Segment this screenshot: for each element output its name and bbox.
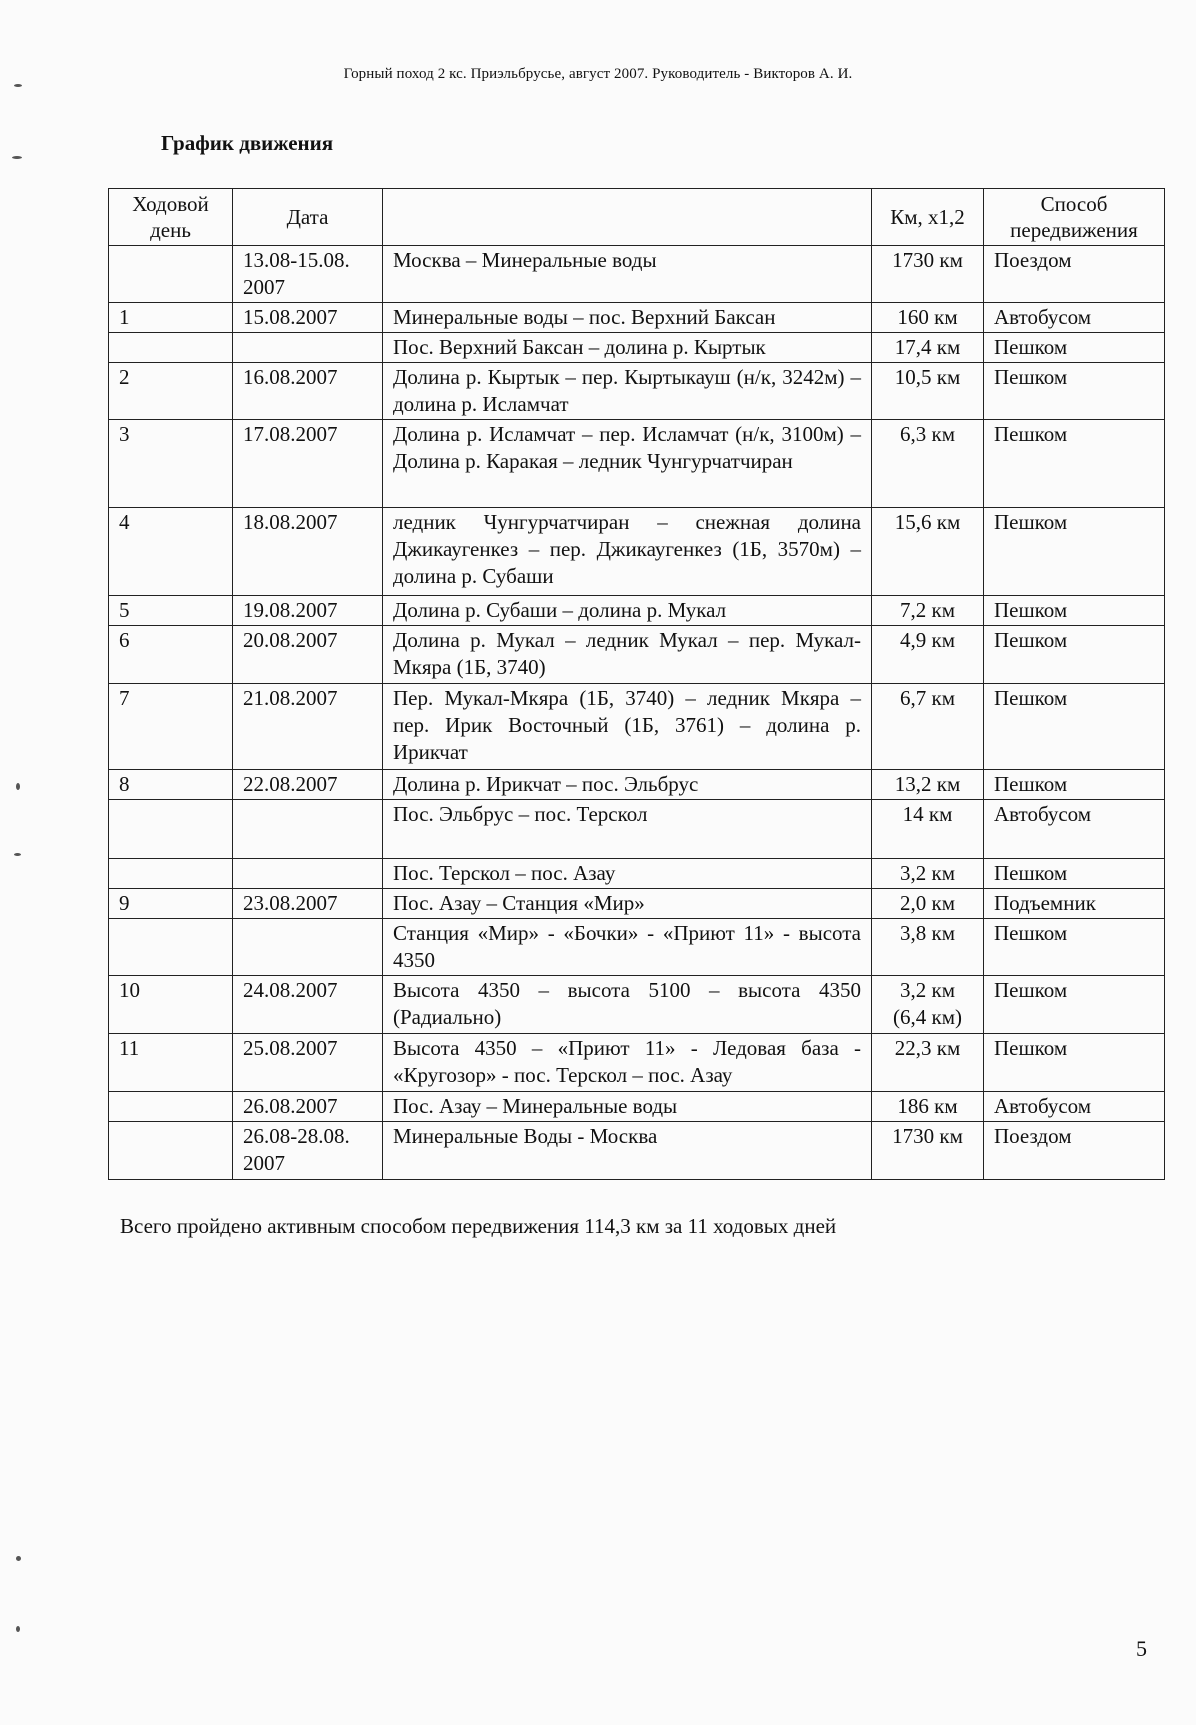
schedule-table <box>108 188 1165 1180</box>
section-title: График движения <box>161 131 334 155</box>
cell-route: Долина р. Ирикчат – пос. Эльбрус <box>383 770 872 800</box>
cell-route: Долина р. Мукал – ледник Мукал – пер. Мукал-Мкяра (1Б, 3740) <box>383 626 872 684</box>
cell-km: 22,3 км <box>872 1034 984 1092</box>
cell-mode: Пешком <box>984 596 1165 626</box>
cell-mode: Пешком <box>984 684 1165 770</box>
cell-route: Пос. Азау – Минеральные воды <box>383 1092 872 1122</box>
cell-km: 1730 км <box>872 246 984 303</box>
cell-date: 21.08.2007 <box>233 684 383 770</box>
running-header: Горный поход 2 кс. Приэльбрусье, август 2007. Руководитель - Викторов А. И. <box>343 66 853 82</box>
cell-km: 6,3 км <box>872 420 984 508</box>
table-row <box>109 1092 1165 1122</box>
table-row <box>109 508 1165 596</box>
scan-speck <box>14 84 22 87</box>
table-row <box>109 800 1165 859</box>
cell-date: 26.08-28.08. 2007 <box>233 1122 383 1180</box>
table-header <box>109 189 1165 246</box>
cell-mode: Пешком <box>984 859 1165 889</box>
cell-mode: Пешком <box>984 919 1165 976</box>
cell-mode: Автобусом <box>984 800 1165 859</box>
table-row <box>109 596 1165 626</box>
cell-km: 13,2 км <box>872 770 984 800</box>
column-header-route <box>383 189 872 246</box>
cell-km: 3,2 км <box>872 859 984 889</box>
cell-day <box>109 333 233 363</box>
cell-mode: Автобусом <box>984 1092 1165 1122</box>
cell-km: 160 км <box>872 303 984 333</box>
table-row <box>109 363 1165 420</box>
table-row <box>109 626 1165 684</box>
cell-route: Пос. Верхний Баксан – долина р. Кыртык <box>383 333 872 363</box>
cell-date: 15.08.2007 <box>233 303 383 333</box>
table-row <box>109 859 1165 889</box>
cell-route: ледник Чунгурчатчиран – снежная долина Джикаугенкез – пер. Джикаугенкез (1Б, 3570м) – долина р. Субаши <box>383 508 872 596</box>
cell-mode: Пешком <box>984 363 1165 420</box>
cell-day <box>109 246 233 303</box>
cell-day: 4 <box>109 508 233 596</box>
cell-date: 26.08.2007 <box>233 1092 383 1122</box>
table-row <box>109 1034 1165 1092</box>
cell-date: 20.08.2007 <box>233 626 383 684</box>
cell-km: 3,2 км (6,4 км) <box>872 976 984 1034</box>
cell-day <box>109 1122 233 1180</box>
cell-day <box>109 1092 233 1122</box>
table-row <box>109 919 1165 976</box>
cell-route: Долина р. Кыртык – пер. Кыртыкауш (н/к, 3242м) – долина р. Исламчат <box>383 363 872 420</box>
cell-day: 9 <box>109 889 233 919</box>
cell-day <box>109 859 233 889</box>
summary-text: Всего пройдено активным способом передвижения 114,3 км за 11 ходовых дней <box>120 1214 837 1238</box>
cell-km: 2,0 км <box>872 889 984 919</box>
column-header-mode: Способ передвижения <box>984 189 1165 246</box>
column-header-km: Км, х1,2 <box>872 189 984 246</box>
page-number: 5 <box>1136 1636 1147 1661</box>
cell-route: Станция «Мир» - «Бочки» - «Приют 11» - высота 4350 <box>383 919 872 976</box>
scan-speck <box>16 1556 21 1561</box>
table-row <box>109 303 1165 333</box>
table-row <box>109 770 1165 800</box>
cell-mode: Пешком <box>984 1034 1165 1092</box>
cell-date: 24.08.2007 <box>233 976 383 1034</box>
table-row <box>109 889 1165 919</box>
cell-day: 3 <box>109 420 233 508</box>
cell-date: 22.08.2007 <box>233 770 383 800</box>
cell-km: 10,5 км <box>872 363 984 420</box>
cell-day: 11 <box>109 1034 233 1092</box>
table-row <box>109 1122 1165 1180</box>
cell-mode: Поездом <box>984 246 1165 303</box>
column-header-day: Ходовой день <box>109 189 233 246</box>
table-row <box>109 976 1165 1034</box>
table-row <box>109 420 1165 508</box>
cell-route: Высота 4350 – высота 5100 – высота 4350 (Радиально) <box>383 976 872 1034</box>
cell-route: Москва – Минеральные воды <box>383 246 872 303</box>
scan-speck <box>12 156 22 159</box>
cell-day <box>109 919 233 976</box>
cell-km: 1730 км <box>872 1122 984 1180</box>
cell-day: 2 <box>109 363 233 420</box>
cell-mode: Пешком <box>984 508 1165 596</box>
cell-mode: Пешком <box>984 420 1165 508</box>
cell-day: 8 <box>109 770 233 800</box>
column-header-date: Дата <box>233 189 383 246</box>
table-row <box>109 684 1165 770</box>
cell-route: Долина р. Исламчат – пер. Исламчат (н/к, 3100м) – Долина р. Каракая – ледник Чунгурчатчиран <box>383 420 872 508</box>
cell-day: 10 <box>109 976 233 1034</box>
table-row <box>109 246 1165 303</box>
cell-mode: Автобусом <box>984 303 1165 333</box>
cell-route: Пос. Терскол – пос. Азау <box>383 859 872 889</box>
cell-mode: Подъемник <box>984 889 1165 919</box>
cell-km: 6,7 км <box>872 684 984 770</box>
cell-route: Минеральные воды – пос. Верхний Баксан <box>383 303 872 333</box>
cell-km: 17,4 км <box>872 333 984 363</box>
cell-date: 25.08.2007 <box>233 1034 383 1092</box>
cell-date: 19.08.2007 <box>233 596 383 626</box>
cell-date <box>233 919 383 976</box>
cell-route: Пос. Эльбрус – пос. Терскол <box>383 800 872 859</box>
cell-date <box>233 800 383 859</box>
cell-km: 4,9 км <box>872 626 984 684</box>
cell-day: 6 <box>109 626 233 684</box>
cell-date <box>233 859 383 889</box>
cell-date: 16.08.2007 <box>233 363 383 420</box>
cell-day: 1 <box>109 303 233 333</box>
cell-date: 18.08.2007 <box>233 508 383 596</box>
cell-mode: Пешком <box>984 770 1165 800</box>
cell-route: Минеральные Воды - Москва <box>383 1122 872 1180</box>
cell-route: Долина р. Субаши – долина р. Мукал <box>383 596 872 626</box>
table-row <box>109 333 1165 363</box>
cell-date: 13.08-15.08. 2007 <box>233 246 383 303</box>
cell-km: 186 км <box>872 1092 984 1122</box>
cell-date: 23.08.2007 <box>233 889 383 919</box>
cell-day: 5 <box>109 596 233 626</box>
cell-route: Пер. Мукал-Мкяра (1Б, 3740) – ледник Мкяра – пер. Ирик Восточный (1Б, 3761) – долина р. Ирикчат <box>383 684 872 770</box>
cell-mode: Пешком <box>984 626 1165 684</box>
cell-km: 7,2 км <box>872 596 984 626</box>
cell-km: 15,6 км <box>872 508 984 596</box>
cell-mode: Пешком <box>984 976 1165 1034</box>
scan-speck <box>16 783 20 790</box>
cell-date: 17.08.2007 <box>233 420 383 508</box>
cell-date <box>233 333 383 363</box>
scan-speck <box>14 853 21 856</box>
cell-route: Высота 4350 – «Приют 11» - Ледовая база - «Кругозор» - пос. Терскол – пос. Азау <box>383 1034 872 1092</box>
cell-route: Пос. Азау – Станция «Мир» <box>383 889 872 919</box>
cell-day: 7 <box>109 684 233 770</box>
cell-km: 3,8 км <box>872 919 984 976</box>
cell-mode: Поездом <box>984 1122 1165 1180</box>
scan-speck <box>16 1626 20 1632</box>
cell-mode: Пешком <box>984 333 1165 363</box>
table-body <box>109 246 1165 1180</box>
cell-km: 14 км <box>872 800 984 859</box>
cell-day <box>109 800 233 859</box>
